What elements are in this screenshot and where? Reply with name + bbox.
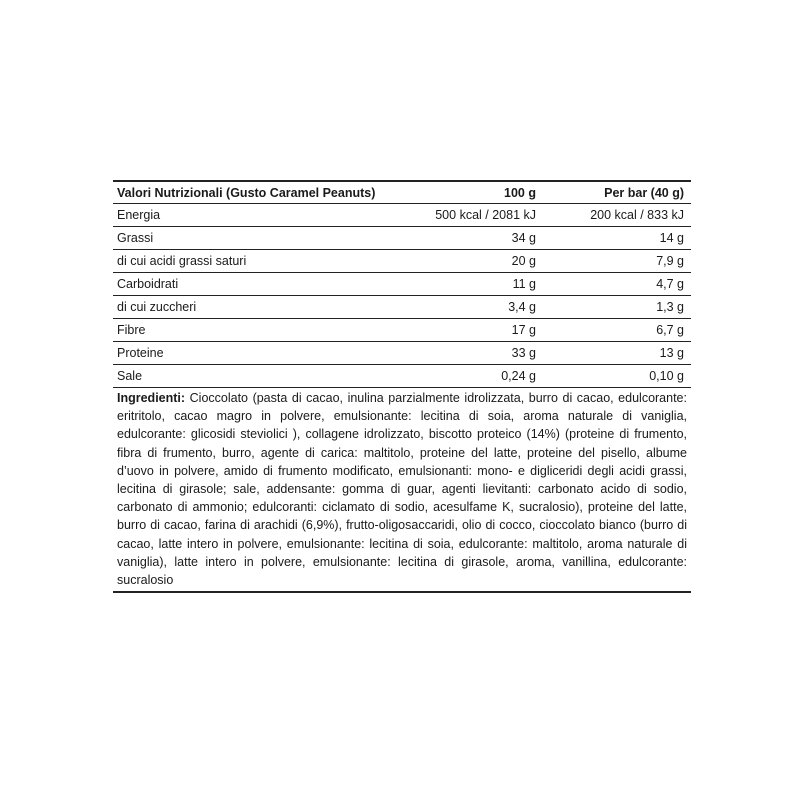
row-value-per-bar: 200 kcal / 833 kJ: [543, 204, 691, 227]
row-nutrient-name: Carboidrati: [113, 273, 393, 296]
table-row: [113, 319, 691, 342]
table-row: [113, 227, 691, 250]
row-nutrient-name: Grassi: [113, 227, 393, 250]
table-row: [113, 273, 691, 296]
table-row: [113, 296, 691, 319]
table-row: [113, 204, 691, 227]
nutrition-label: [113, 180, 691, 593]
row-nutrient-name: Energia: [113, 204, 393, 227]
ingredients-block: [113, 388, 691, 591]
row-value-per-100g: 11 g: [393, 273, 543, 296]
row-value-per-100g: 34 g: [393, 227, 543, 250]
row-value-per-bar: 0,10 g: [543, 365, 691, 388]
row-value-per-100g: 0,24 g: [393, 365, 543, 388]
row-nutrient-name: Sale: [113, 365, 393, 388]
row-value-per-100g: 17 g: [393, 319, 543, 342]
row-nutrient-name: di cui zuccheri: [113, 296, 393, 319]
table-row: [113, 250, 691, 273]
row-value-per-100g: 33 g: [393, 342, 543, 365]
row-value-per-100g: 500 kcal / 2081 kJ: [393, 204, 543, 227]
header-per-100g: 100 g: [393, 182, 543, 204]
row-value-per-bar: 4,7 g: [543, 273, 691, 296]
ingredients-text: Cioccolato (pasta di cacao, inulina parzialmente idrolizzata, burro di cacao, edulcorante: eritritolo, cacao magro in polvere, emulsionante: lecitina di soia, aroma naturale di vaniglia, edulcorante: glicosidi steviolici ), collagene idrolizzato, biscotto proteico (14%) (proteine di frumento, fibra di frumento, burro, agente di carica: maltitolo, proteine del latte, proteine del pisello, albume d’uovo in polvere, amido di frumento modificato, emulsionanti: mono- e digliceridi degli acidi grassi, lecitina di girasole; sale, addensante: gomma di guar, agenti lievitanti: carbonato acido di sodio, carbonato di ammonio; edulcoranti: ciclamato di sodio, acesulfame K, sucralosio), proteine del latte, burro di cacao, farina di arachidi (6,9%), frutto-oligosaccaridi, olio di cocco, cioccolato bianco (burro di cacao, latte intero in polvere, emulsionante: lecitina di soia, edulcorante: maltitolo, aroma naturale di vaniglia), latte intero in polvere, emulsionante: lecitina di girasole, aroma, vanillina, edulcorante: sucralosio: [117, 391, 687, 588]
ingredients-label: Ingredienti:: [117, 391, 186, 405]
row-value-per-100g: 3,4 g: [393, 296, 543, 319]
table-row: [113, 342, 691, 365]
row-value-per-100g: 20 g: [393, 250, 543, 273]
row-nutrient-name: Fibre: [113, 319, 393, 342]
row-value-per-bar: 13 g: [543, 342, 691, 365]
header-nutrient: Valori Nutrizionali (Gusto Caramel Peanuts): [113, 182, 393, 204]
row-value-per-bar: 1,3 g: [543, 296, 691, 319]
row-nutrient-name: Proteine: [113, 342, 393, 365]
row-value-per-bar: 7,9 g: [543, 250, 691, 273]
row-value-per-bar: 6,7 g: [543, 319, 691, 342]
table-row: [113, 365, 691, 388]
row-nutrient-name: di cui acidi grassi saturi: [113, 250, 393, 273]
row-value-per-bar: 14 g: [543, 227, 691, 250]
nutrition-table: [113, 182, 691, 388]
header-per-bar: Per bar (40 g): [543, 182, 691, 204]
table-header-row: [113, 182, 691, 204]
